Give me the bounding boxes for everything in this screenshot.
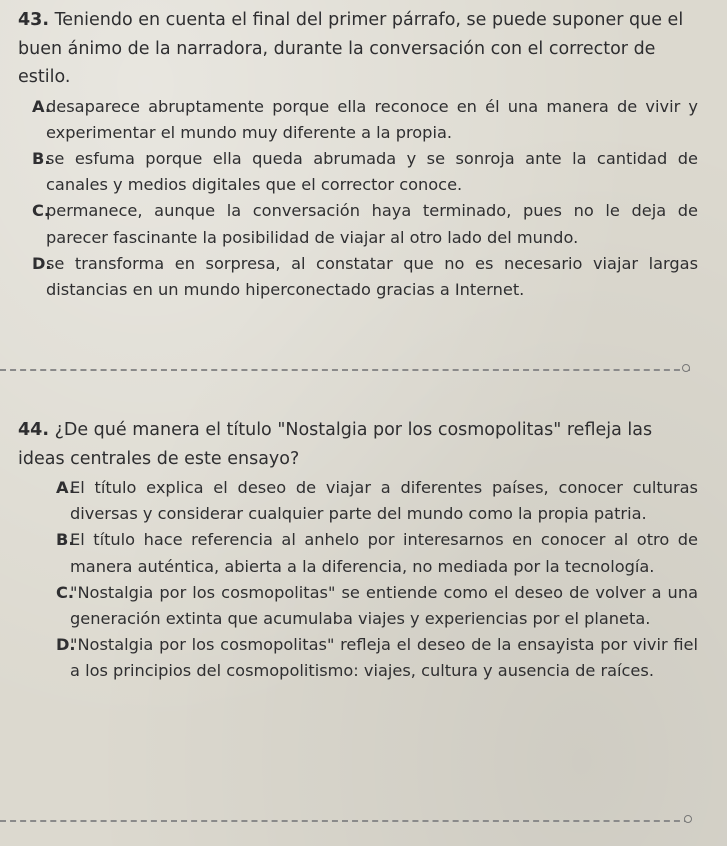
option-d[interactable]	[18, 632, 698, 684]
divider-end-circle-icon	[682, 364, 690, 372]
option-letter: D.	[32, 253, 52, 273]
option-a[interactable]	[18, 475, 698, 527]
dashed-divider	[0, 369, 690, 371]
option-letter: C.	[32, 201, 51, 221]
option-text: se transforma en sorpresa, al constatar que no es necesario viajar largas distancias en un mundo hiperconectado gracias a Internet.	[46, 253, 698, 299]
dashed-divider	[0, 820, 690, 822]
option-text: permanece, aunque la conversación haya terminado, pues no le deja de parecer fascinante la posibilidad de viajar al otro lado del mundo.	[46, 201, 698, 247]
question-stem	[18, 416, 698, 473]
option-letter: A.	[56, 478, 75, 497]
option-letter: B.	[32, 148, 51, 168]
option-letter: C.	[56, 582, 75, 602]
option-text: "Nostalgia por los cosmopolitas" refleja el deseo de la ensayista por vivir fiel a los principios del cosmopolitismo: viajes, cultura y ausencia de raíces.	[70, 635, 698, 681]
option-c[interactable]	[18, 198, 698, 250]
answer-options	[18, 94, 698, 304]
question-stem	[18, 6, 698, 92]
question-number: 44.	[18, 420, 50, 440]
option-d[interactable]	[18, 251, 698, 303]
option-text: se esfuma porque ella queda abrumada y se sonroja ante la cantidad de canales y medios digitales que el corrector conoce.	[46, 148, 698, 195]
option-text: El título hace referencia al anhelo por interesarnos en conocer al otro de manera auténtica, abierta a la diferencia, no mediada por la tecnología.	[70, 530, 698, 576]
option-letter: A.	[32, 96, 51, 116]
option-text: El título explica el deseo de viajar a diferentes países, conocer culturas diversas y considerar cualquier parte del mundo como la propia patria.	[70, 478, 698, 524]
option-c[interactable]	[18, 580, 698, 632]
question-number: 43.	[18, 10, 50, 30]
option-text: desaparece abruptamente porque ella reconoce en él una manera de vivir y experimentar el mundo muy diferente a la propia.	[46, 96, 698, 142]
answer-options	[18, 475, 698, 685]
option-b[interactable]	[18, 527, 698, 579]
question-text: ¿De qué manera el título "Nostalgia por los cosmopolitas" refleja las ideas centrales de este ensayo?	[18, 420, 653, 469]
question-43	[18, 6, 698, 303]
option-letter: B.	[56, 530, 75, 550]
question-text: Teniendo en cuenta el final del primer párrafo, se puede suponer que el buen ánimo de la narradora, durante la conversación con el corrector de estilo.	[18, 10, 684, 87]
question-44	[18, 416, 698, 685]
option-text: "Nostalgia por los cosmopolitas" se entiende como el deseo de volver a una generación extinta que acumulaba viajes y experiencias por el planeta.	[70, 582, 698, 629]
option-b[interactable]	[18, 146, 698, 198]
option-a[interactable]	[18, 94, 698, 146]
option-letter: D.	[56, 635, 76, 655]
divider-end-circle-icon	[684, 815, 692, 823]
